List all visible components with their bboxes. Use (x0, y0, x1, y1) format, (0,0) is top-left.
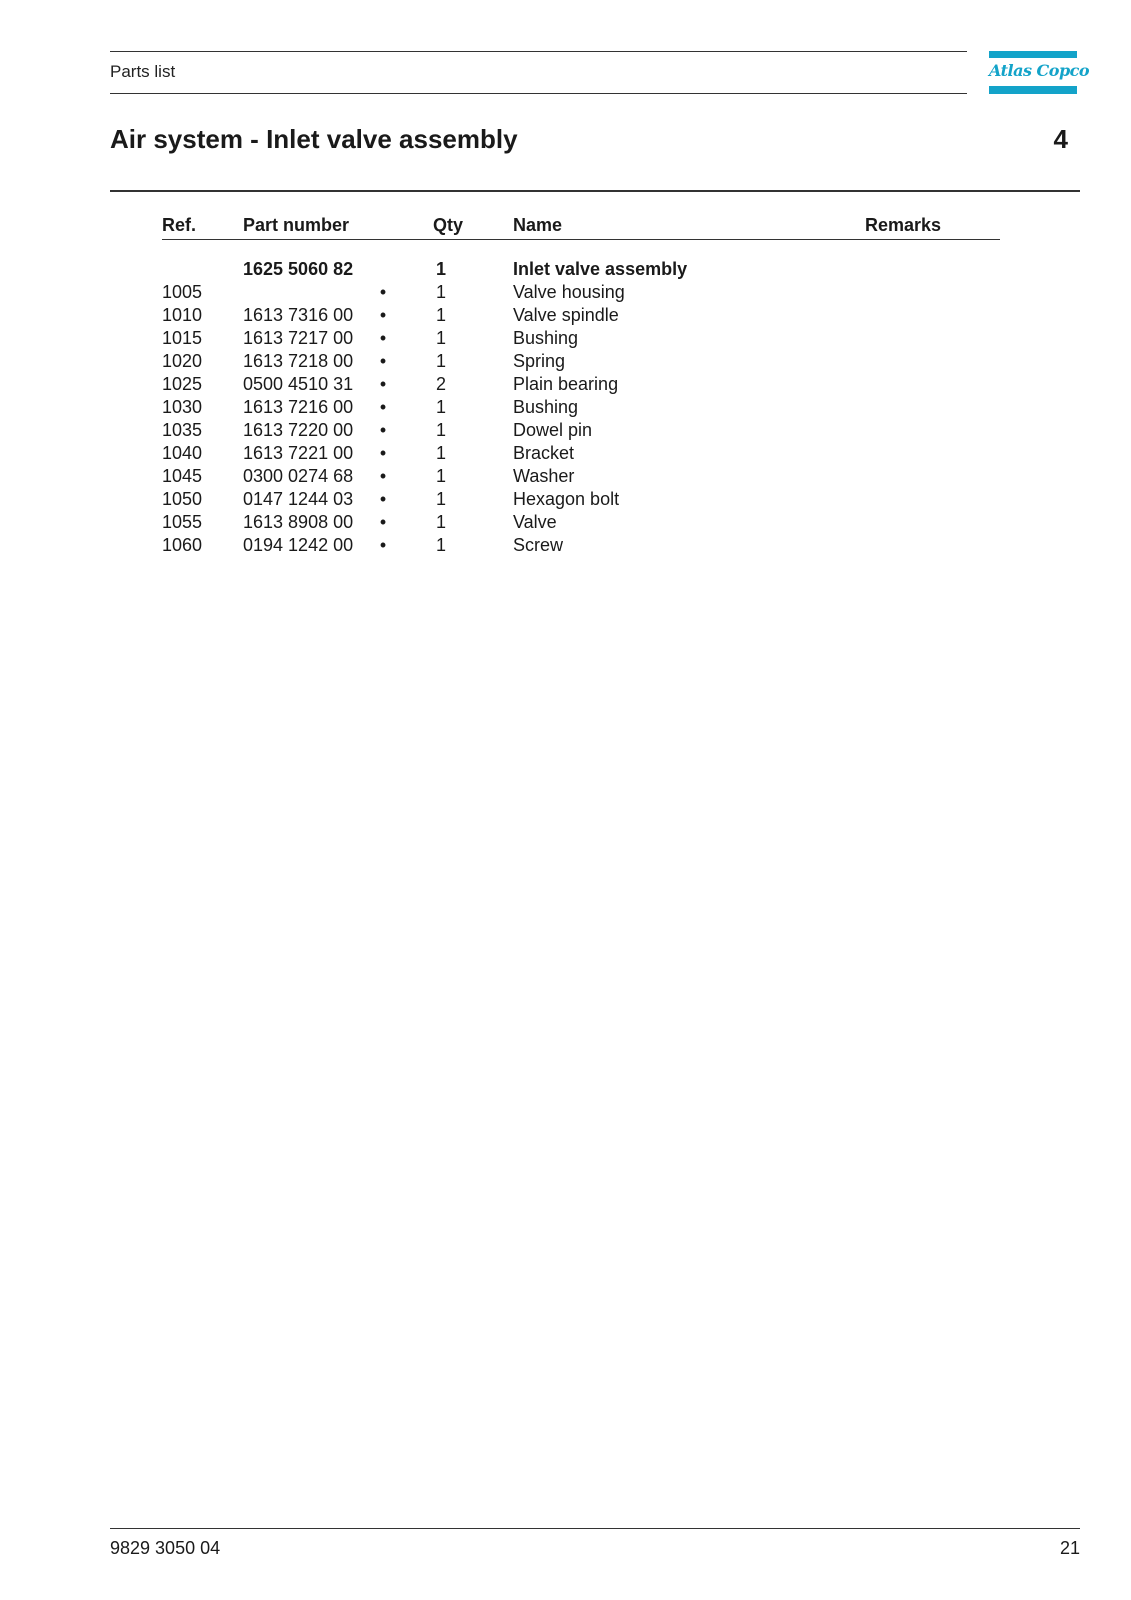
cell-marker: • (379, 328, 387, 348)
cell-name: Valve (513, 512, 557, 532)
cell-qty: 1 (435, 305, 446, 325)
cell-qty: 1 (435, 443, 446, 463)
cell-marker: • (379, 443, 387, 463)
cell-qty: 1 (435, 259, 446, 279)
cell-part-number: 1613 7221 00 (243, 443, 354, 463)
cell-qty: 1 (435, 397, 446, 417)
section-label: Parts list (110, 62, 176, 81)
table-row (162, 281, 1000, 304)
table-row (162, 442, 1000, 465)
cell-qty: 1 (435, 466, 446, 486)
cell-marker: • (379, 397, 387, 417)
table-header (162, 215, 1000, 240)
cell-ref: 1045 (162, 466, 203, 486)
table-row (162, 511, 1000, 534)
header-part-number: Part number (243, 215, 350, 235)
header-name: Name (513, 215, 563, 235)
cell-name: Washer (513, 466, 575, 486)
cell-marker: • (379, 351, 387, 371)
cell-part-number: 1613 7220 00 (243, 420, 354, 440)
cell-name: Valve spindle (513, 305, 619, 325)
cell-ref: 1005 (162, 282, 203, 302)
logo-wordmark: Atlas Copco (989, 61, 1090, 80)
title-rule (110, 190, 1080, 192)
cell-qty: 1 (435, 328, 446, 348)
cell-part-number: 1613 7216 00 (243, 397, 354, 417)
table-row (162, 465, 1000, 488)
cell-marker: • (379, 466, 387, 486)
cell-part-number: 1625 5060 82 (243, 259, 354, 279)
cell-qty: 2 (435, 374, 446, 394)
cell-qty: 1 (435, 351, 446, 371)
cell-name: Bushing (513, 397, 579, 417)
cell-name: Inlet valve assembly (513, 259, 688, 279)
cell-name: Dowel pin (513, 420, 593, 440)
table-row (162, 419, 1000, 442)
footer-rule (110, 1528, 1080, 1529)
table-body (162, 258, 1000, 557)
cell-marker: • (379, 420, 387, 440)
cell-ref: 1055 (162, 512, 203, 532)
cell-ref: 1010 (162, 305, 203, 325)
cell-marker: • (379, 305, 387, 325)
page-title: Air system - Inlet valve assembly (110, 124, 518, 154)
cell-name: Valve housing (513, 282, 625, 302)
chapter-number: 4 (1053, 124, 1068, 154)
cell-part-number: 1613 7217 00 (243, 328, 354, 348)
cell-marker: • (379, 535, 387, 555)
cell-part-number: 0194 1242 00 (243, 535, 354, 555)
header-bottom-rule (110, 93, 967, 94)
cell-qty: 1 (435, 282, 446, 302)
header-top-rule (110, 51, 967, 52)
page-number: 21 (1059, 1538, 1080, 1558)
cell-qty: 1 (435, 535, 446, 555)
table-row (162, 534, 1000, 557)
cell-part-number: 0500 4510 31 (243, 374, 354, 394)
header-ref: Ref. (162, 215, 197, 235)
cell-qty: 1 (435, 512, 446, 532)
cell-marker: • (379, 282, 387, 302)
cell-ref: 1020 (162, 351, 203, 371)
cell-part-number: 1613 7218 00 (243, 351, 354, 371)
atlas-copco-logo (989, 51, 1090, 94)
table-row (162, 373, 1000, 396)
table-row (162, 327, 1000, 350)
cell-ref: 1030 (162, 397, 203, 417)
table-row (162, 258, 1000, 281)
cell-ref: 1040 (162, 443, 203, 463)
parts-table (162, 215, 1000, 557)
cell-name: Bushing (513, 328, 579, 348)
table-row (162, 304, 1000, 327)
table-row (162, 396, 1000, 419)
cell-part-number: 1613 7316 00 (243, 305, 354, 325)
cell-ref: 1035 (162, 420, 203, 440)
cell-part-number: 0300 0274 68 (243, 466, 354, 486)
cell-part-number: 0147 1244 03 (243, 489, 354, 509)
header-remarks: Remarks (865, 215, 942, 235)
cell-ref: 1025 (162, 374, 203, 394)
cell-name: Spring (513, 351, 566, 371)
cell-name: Hexagon bolt (513, 489, 620, 509)
cell-qty: 1 (435, 489, 446, 509)
cell-ref: 1050 (162, 489, 203, 509)
cell-qty: 1 (435, 420, 446, 440)
cell-name: Screw (513, 535, 564, 555)
table-row (162, 350, 1000, 373)
cell-marker: • (379, 489, 387, 509)
header-qty: Qty (433, 215, 464, 235)
cell-part-number: 1613 8908 00 (243, 512, 354, 532)
cell-ref: 1015 (162, 328, 203, 348)
cell-ref: 1060 (162, 535, 203, 555)
logo-top-bar (989, 51, 1077, 58)
cell-marker: • (379, 374, 387, 394)
cell-name: Bracket (513, 443, 575, 463)
table-row (162, 488, 1000, 511)
cell-name: Plain bearing (513, 374, 619, 394)
document-number: 9829 3050 04 (110, 1538, 221, 1558)
cell-marker: • (379, 512, 387, 532)
logo-bottom-bar (989, 86, 1077, 94)
